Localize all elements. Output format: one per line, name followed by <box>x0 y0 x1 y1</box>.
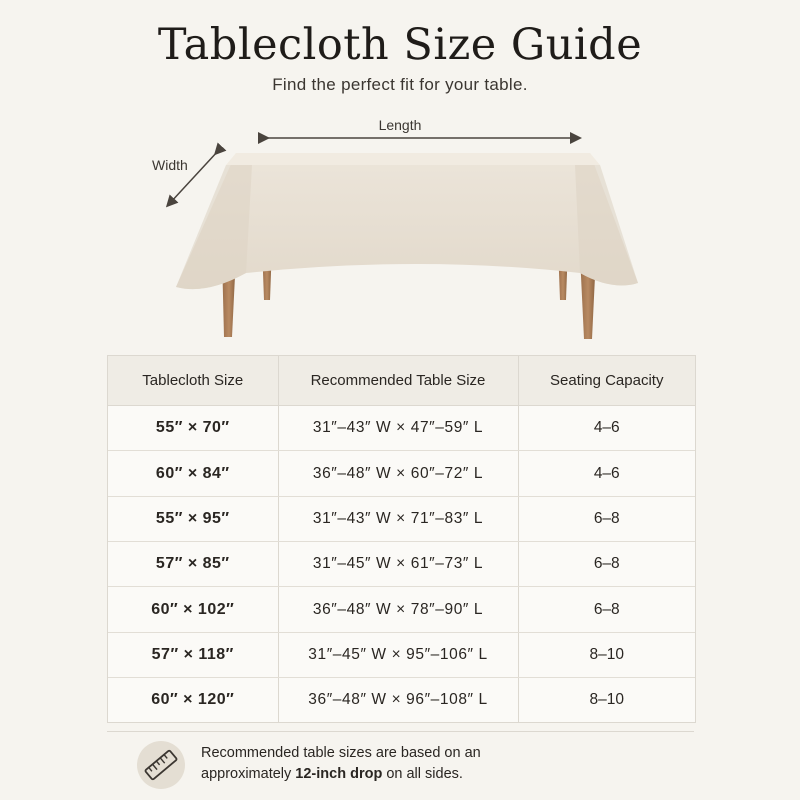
header-tablecloth-size: Tablecloth Size <box>108 356 278 406</box>
cell-recommended: 31″–43″ W × 71″–83″ L <box>278 496 518 541</box>
cell-seating: 4–6 <box>518 451 695 496</box>
cell-recommended: 36″–48″ W × 78″–90″ L <box>278 587 518 632</box>
header-recommended-size: Recommended Table Size <box>278 356 518 406</box>
cell-size: 60″ × 120″ <box>108 678 278 722</box>
cell-size: 60″ × 102″ <box>108 587 278 632</box>
table-row <box>108 587 695 632</box>
drop-note <box>201 743 621 785</box>
table-row <box>108 496 695 541</box>
cell-size: 55″ × 70″ <box>108 406 278 451</box>
table-drawing <box>0 105 800 350</box>
cell-size: 55″ × 95″ <box>108 496 278 541</box>
table-row <box>108 678 695 722</box>
page-subtitle: Find the perfect fit for your table. <box>272 75 528 94</box>
tablecloth-illustration <box>0 105 800 350</box>
cell-seating: 8–10 <box>518 632 695 677</box>
cell-seating: 4–6 <box>518 406 695 451</box>
page-title: Tablecloth Size Guide <box>157 20 643 70</box>
note-bold: 12-inch drop <box>295 766 383 782</box>
cell-recommended: 31″–45″ W × 95″–106″ L <box>278 632 518 677</box>
size-table <box>107 355 696 723</box>
cell-seating: 8–10 <box>589 691 624 709</box>
cell-size: 57″ × 85″ <box>108 542 278 587</box>
header-seating-capacity: Seating Capacity <box>518 356 695 406</box>
note-suffix: on all sides. <box>382 766 463 782</box>
cell-recommended: 36″–48″ W × 60″–72″ L <box>278 451 518 496</box>
cell-seating: 6–8 <box>518 496 695 541</box>
note-line-1: Recommended table sizes are based on an <box>201 745 481 761</box>
table-row <box>108 451 695 496</box>
cell-size: 57″ × 118″ <box>108 632 278 677</box>
cell-seating: 6–8 <box>518 542 695 587</box>
cell-seating: 6–8 <box>518 587 695 632</box>
note-line-2 <box>201 764 621 785</box>
cell-recommended: 31″–43″ W × 47″–59″ L <box>278 406 518 451</box>
width-label: Width <box>152 157 188 173</box>
ruler-icon <box>137 741 185 789</box>
length-label: Length <box>378 117 422 133</box>
note-prefix: approximately <box>201 766 296 782</box>
table-row <box>108 542 695 587</box>
table-header-row <box>108 356 695 406</box>
cell-recommended: 36″–48″ W × 96″–108″ L <box>278 678 518 722</box>
table-row <box>108 406 695 451</box>
cell-size: 60″ × 84″ <box>108 451 278 496</box>
note-divider <box>107 731 694 732</box>
cell-recommended: 31″–45″ W × 61″–73″ L <box>278 542 518 587</box>
table-row <box>108 632 695 677</box>
